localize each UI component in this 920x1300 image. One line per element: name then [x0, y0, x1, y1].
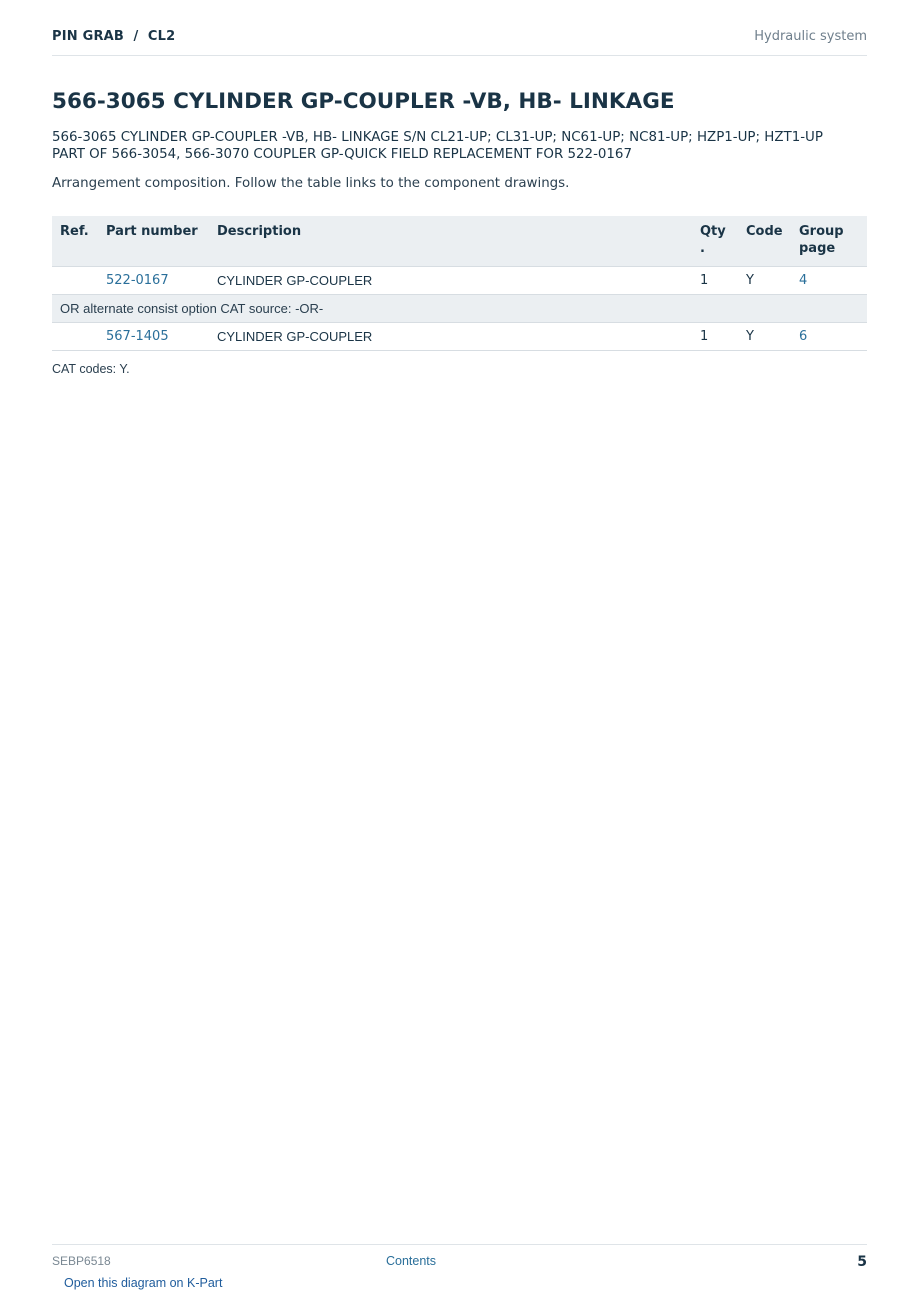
row-part-number: [98, 267, 209, 295]
part-number-link[interactable]: 522-0167: [106, 273, 169, 288]
column-header-group-page: [791, 216, 867, 267]
page-title: 566-3065 CYLINDER GP-COUPLER -VB, HB- LINKAGE: [52, 89, 675, 114]
table-row: [52, 267, 867, 295]
page-header: [52, 29, 867, 56]
group-page-link[interactable]: 6: [799, 329, 808, 344]
column-header-qty: [692, 216, 738, 267]
row-code: Y: [738, 323, 791, 351]
description-line: PART OF 566-3054, 566-3070 COUPLER GP-QUICK FIELD REPLACEMENT FOR 522-0167: [52, 147, 632, 162]
row-description: CYLINDER GP-COUPLER: [209, 323, 692, 351]
alternate-note: OR alternate consist option CAT source: -OR-: [52, 295, 867, 323]
column-header-description: Description: [209, 216, 692, 267]
kpart-link[interactable]: Open this diagram on K-Part: [64, 1276, 223, 1290]
document-id: SEBP6518: [52, 1254, 111, 1268]
arrangement-note: Arrangement composition. Follow the table links to the component drawings.: [52, 176, 570, 191]
table-header-row: [52, 216, 867, 267]
contents-link[interactable]: Contents: [386, 1254, 437, 1268]
row-code: Y: [738, 267, 791, 295]
column-header-code: Code: [738, 216, 791, 267]
row-ref: [52, 267, 98, 295]
table-row: [52, 323, 867, 351]
row-ref: [52, 323, 98, 351]
description: [52, 129, 867, 163]
row-group-page: [791, 323, 867, 351]
breadcrumb: PIN GRAB / CL2: [52, 29, 176, 44]
row-description: CYLINDER GP-COUPLER: [209, 267, 692, 295]
alternate-row: [52, 295, 867, 323]
qty-header-line: .: [700, 241, 705, 256]
page-number: 5: [857, 1254, 867, 1270]
qty-header-line: Qty: [700, 224, 726, 239]
description-line: 566-3065 CYLINDER GP-COUPLER -VB, HB- LINKAGE S/N CL21-UP; CL31-UP; NC61-UP; NC81-UP; HZP1-UP; HZT1-UP: [52, 130, 823, 145]
section-label: Hydraulic system: [754, 29, 867, 44]
group-header-line: Group: [799, 224, 844, 239]
page-footer: [52, 1244, 867, 1275]
row-part-number: [98, 323, 209, 351]
column-header-part-number: Part number: [98, 216, 209, 267]
part-number-link[interactable]: 567-1405: [106, 329, 169, 344]
cat-codes: CAT codes: Y.: [52, 362, 130, 376]
column-header-ref: Ref.: [52, 216, 98, 267]
group-page-link[interactable]: 4: [799, 273, 808, 288]
row-qty: 1: [692, 267, 738, 295]
parts-table: [52, 216, 867, 351]
row-group-page: [791, 267, 867, 295]
group-header-line: page: [799, 241, 836, 256]
row-qty: 1: [692, 323, 738, 351]
